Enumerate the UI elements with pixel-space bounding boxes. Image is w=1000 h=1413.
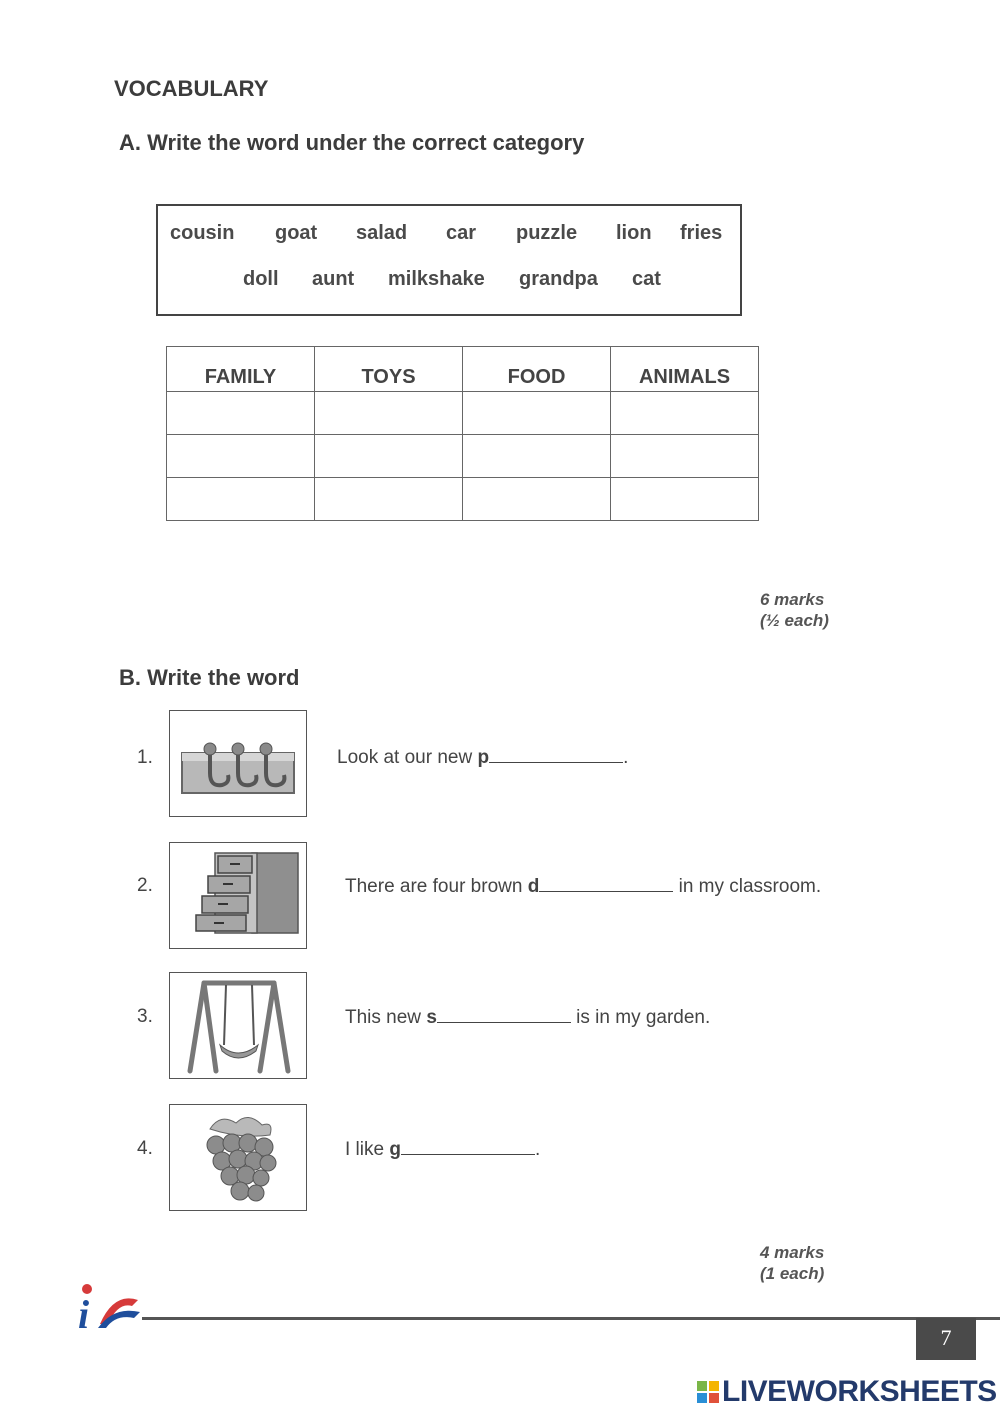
grapes-icon [170, 1105, 306, 1210]
table-row [167, 392, 759, 435]
answer-cell[interactable] [463, 478, 611, 521]
answer-cell[interactable] [611, 435, 759, 478]
answer-cell[interactable] [315, 478, 463, 521]
school-logo-icon [74, 1282, 144, 1334]
drawers-icon [170, 843, 306, 948]
column-header-toys: TOYS [315, 347, 463, 392]
part-b-heading: B. Write the word [119, 665, 300, 690]
category-table [166, 346, 759, 521]
answer-blank[interactable] [489, 746, 623, 763]
grapes-picture [169, 1104, 307, 1211]
column-header-animals: ANIMALS [611, 347, 759, 392]
table-header-row [167, 347, 759, 392]
part-a-heading: A. Write the word under the correct category [119, 130, 585, 155]
answer-cell[interactable] [315, 392, 463, 435]
word: milkshake [388, 268, 485, 290]
page-number: 7 [916, 1318, 976, 1360]
answer-blank[interactable] [539, 875, 673, 892]
marks-total: 4 marks [760, 1243, 825, 1262]
answer-cell[interactable] [315, 435, 463, 478]
item-number: 1. [137, 747, 153, 768]
answer-cell[interactable] [167, 435, 315, 478]
sentence-3: This new s is in my garden. [345, 1007, 711, 1028]
coat-hooks-icon [170, 711, 306, 816]
drawers-picture [169, 842, 307, 949]
word: fries [680, 222, 723, 244]
word: goat [275, 222, 318, 244]
answer-blank[interactable] [437, 1006, 571, 1023]
coat-hooks-picture [169, 710, 307, 817]
marks-detail: (½ each) [760, 611, 829, 630]
first-letter: p [477, 747, 490, 768]
answer-cell[interactable] [463, 392, 611, 435]
first-letter: g [389, 1139, 401, 1160]
marks-detail: (1 each) [760, 1264, 825, 1283]
logo-letter: i [78, 1292, 90, 1334]
column-header-family: FAMILY [167, 347, 315, 392]
word: puzzle [516, 222, 578, 244]
answer-cell[interactable] [463, 435, 611, 478]
sentence-1: Look at our new p . [337, 747, 629, 768]
word: salad [356, 222, 408, 244]
item-number: 2. [137, 875, 153, 896]
swing-icon [170, 973, 306, 1078]
item-number: 3. [137, 1006, 153, 1027]
answer-blank[interactable] [401, 1138, 535, 1155]
part-a-marks [760, 589, 829, 631]
item-number: 4. [137, 1138, 153, 1159]
table-row [167, 435, 759, 478]
word: lion [616, 222, 652, 244]
swing-picture [169, 972, 307, 1079]
answer-cell[interactable] [167, 478, 315, 521]
word: grandpa [519, 268, 598, 290]
marks-total: 6 marks [760, 590, 825, 609]
answer-cell[interactable] [611, 392, 759, 435]
word: cat [632, 268, 661, 290]
part-b-marks [760, 1242, 824, 1284]
liveworksheets-logo-icon [697, 1381, 719, 1403]
first-letter: s [426, 1007, 437, 1028]
answer-cell[interactable] [167, 392, 315, 435]
brand-name[interactable]: LIVEWORKSHEETS [722, 1375, 997, 1408]
section-title: VOCABULARY [114, 76, 269, 101]
table-row [167, 478, 759, 521]
answer-cell[interactable] [611, 478, 759, 521]
word: cousin [170, 222, 235, 244]
word: doll [243, 268, 279, 290]
word: car [446, 222, 477, 244]
word-bank [156, 204, 742, 316]
word: aunt [312, 268, 355, 290]
sentence-2: There are four brown d in my classroom. [345, 876, 822, 897]
sentence-4: I like g . [345, 1139, 541, 1160]
first-letter: d [527, 876, 540, 897]
footer-rule [142, 1317, 1000, 1320]
column-header-food: FOOD [463, 347, 611, 392]
